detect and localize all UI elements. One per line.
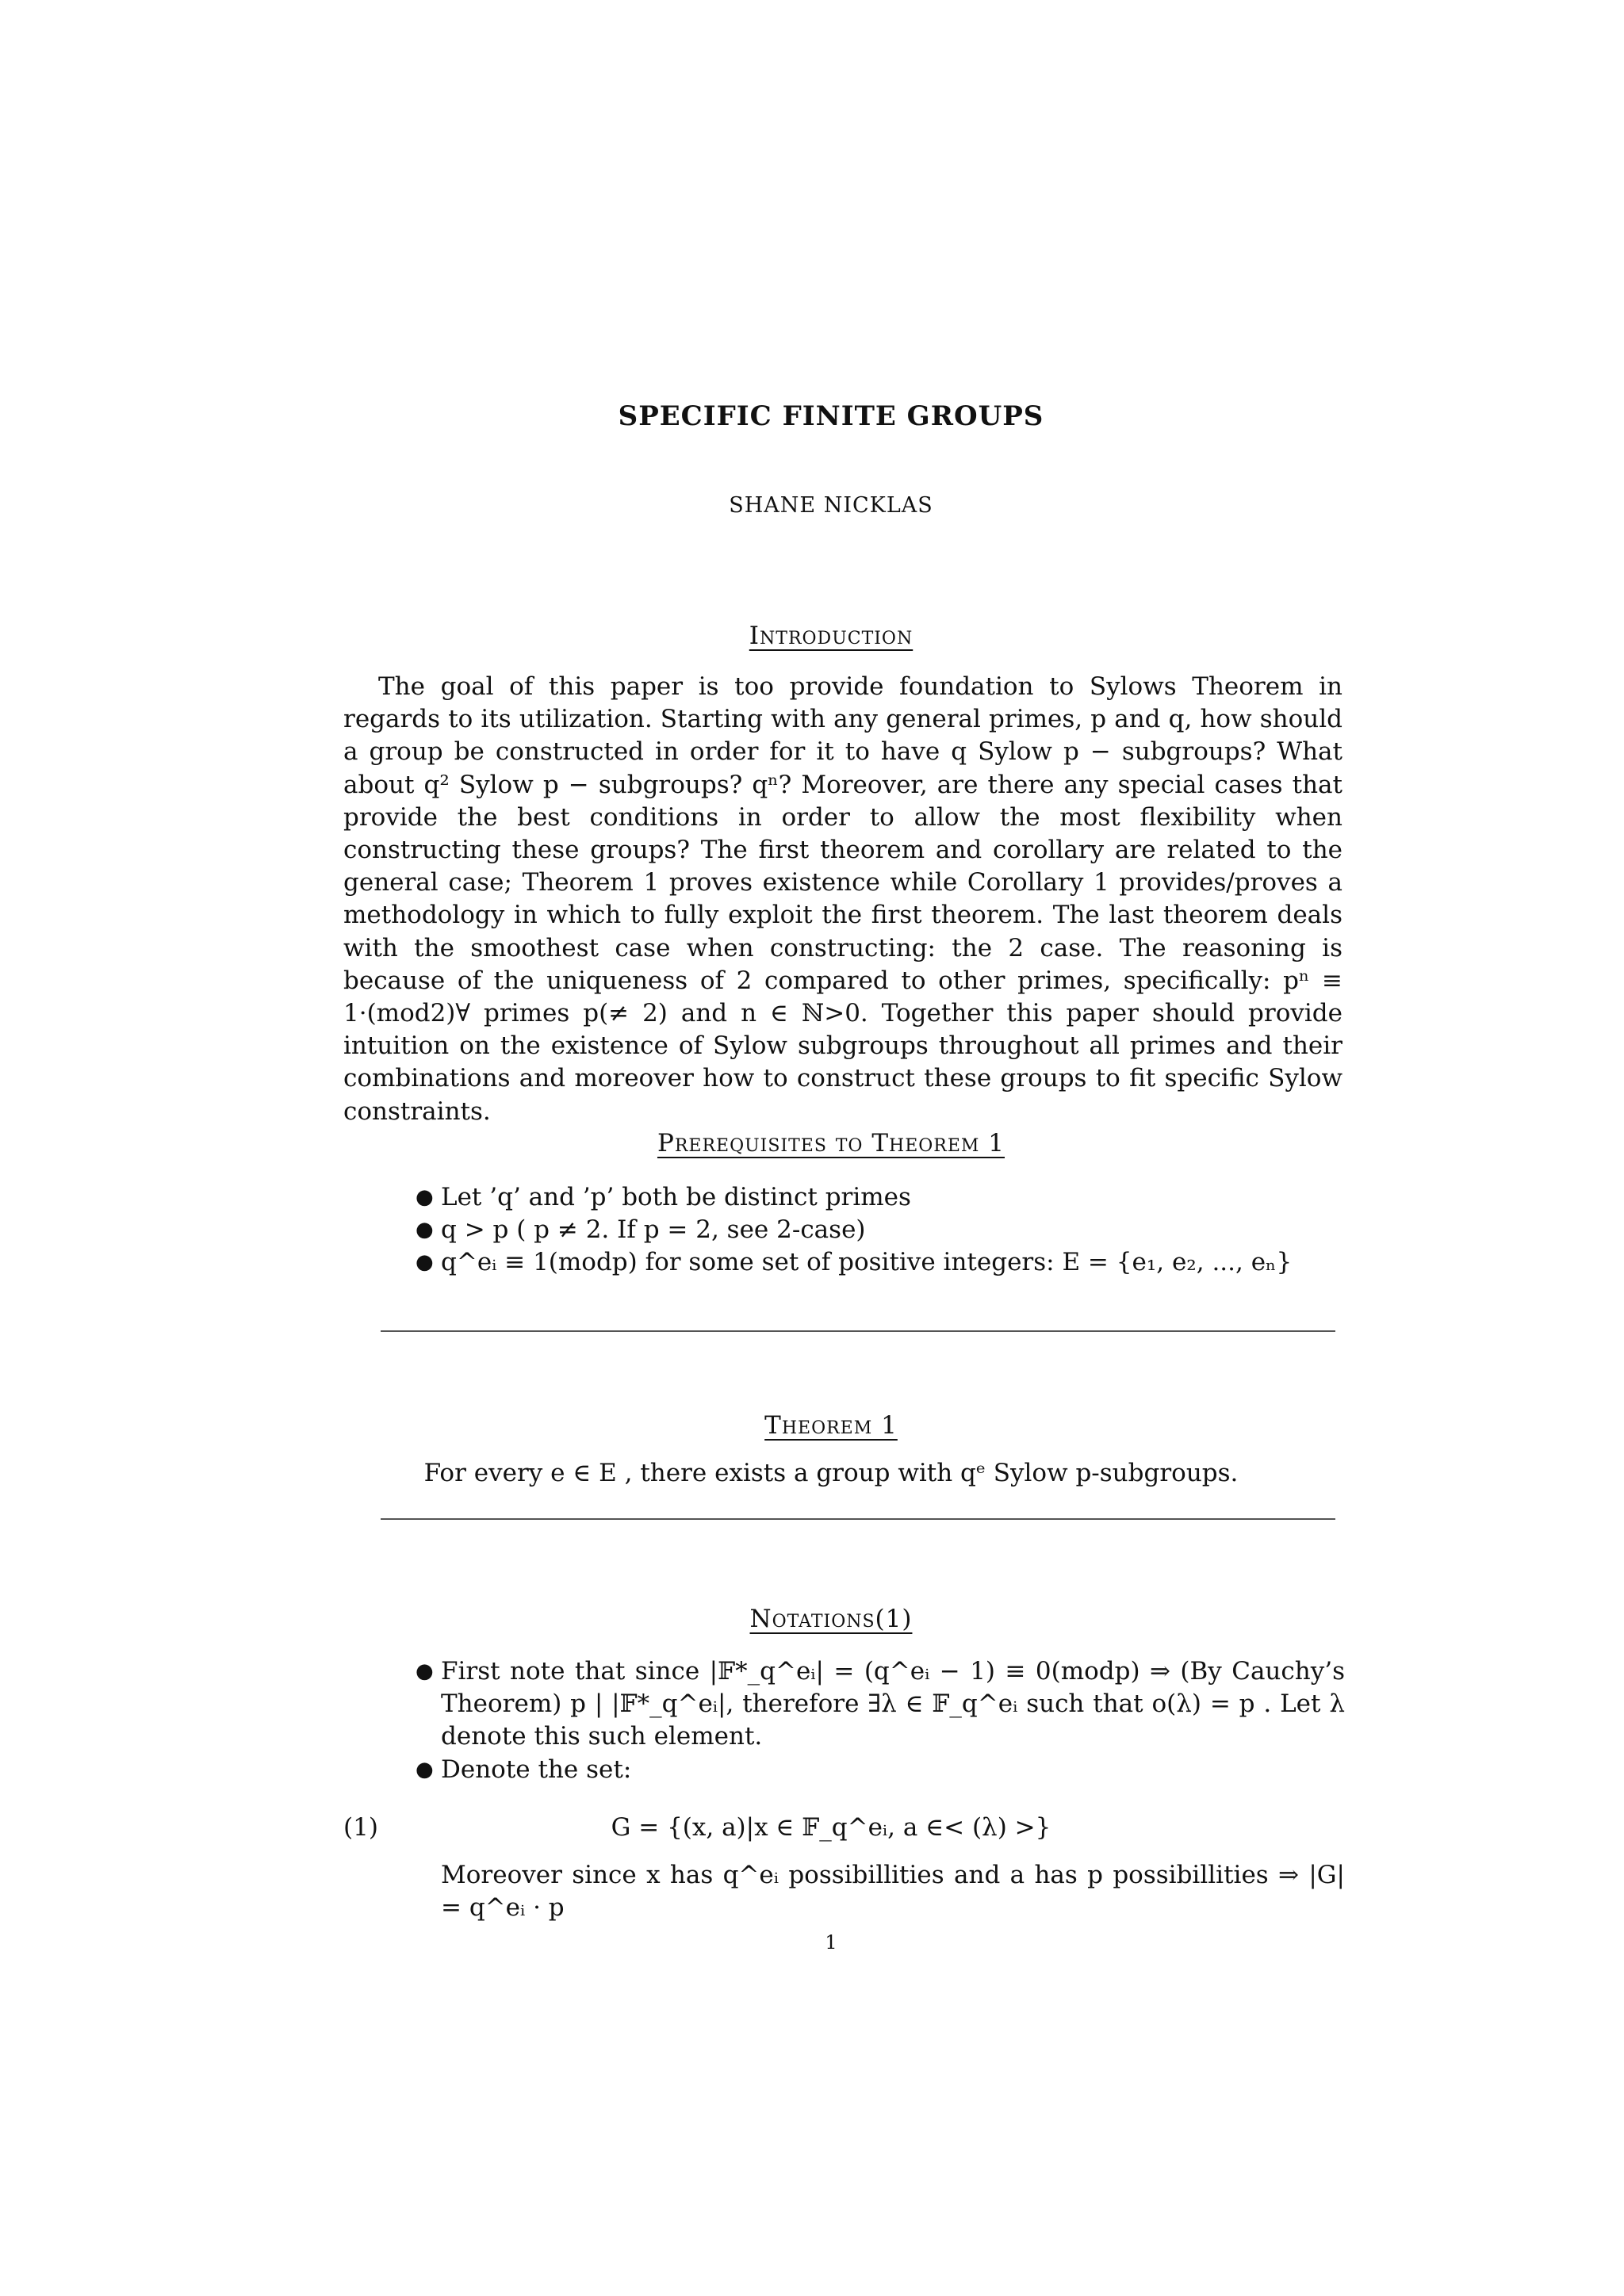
- bullet-icon: ●: [416, 1758, 434, 1781]
- page-number: 1: [825, 1931, 837, 1954]
- prerequisites-heading: Prerequisites to Theorem 1: [657, 1129, 1005, 1158]
- theorem-heading: Theorem 1: [764, 1411, 898, 1440]
- divider-rule: [381, 1518, 1335, 1520]
- bullet-icon: ●: [416, 1185, 434, 1209]
- bullet-icon: ●: [416, 1659, 434, 1683]
- paper-title: SPECIFIC FINITE GROUPS: [618, 400, 1044, 432]
- divider-rule: [381, 1330, 1335, 1332]
- bullet-icon: ●: [416, 1250, 434, 1274]
- theorem-statement: For every e ∈ E , there exists a group with qᵉ Sylow p-subgroups.: [423, 1459, 1239, 1487]
- after-equation-text: Moreover since x has q^eᵢ possibillities and a has p possibillities ⇒ |G| = q^eᵢ · p: [441, 1861, 1345, 1922]
- bullet-icon: ●: [416, 1218, 434, 1242]
- notations-heading: Notations(1): [749, 1605, 913, 1633]
- paper-page: SPECIFIC FINITE GROUPS SHANE NICKLAS Introduction The goal of this paper is too provide foundation to Sylows Theorem in regards to its utilization. Starting with any general primes, p and q, how should a group be constructed in order for it to have q Sylow p − subgroups? What about q² Sylow p − subgroups? qⁿ? Moreover, are there any special cases that provide the best conditions in order to allow the most flexibility when constructing these groups? The first theorem and corollary are related to the general case; Theorem 1 proves existence while Corollary 1 provides/proves a methodology in which to fully exploit the first theorem. The last theorem deals with the smoothest case when constructing: the 2 case. The reasoning is because of the uniqueness of 2 compared to other primes, specifically: pⁿ ≡ 1·(mod2)∀ primes p(≠ 2) and n ∈ ℕ>0. Together this paper should provide intuition on the existence of Sylow subgroups throughout all primes and their combinations and moreover how to construct these groups to fit specific Sylow constraints. Prerequisites to Theorem 1 ● Let ’q’ and ’p’ both be distinct primes ● q > p ( p ≠ 2. If p = 2, see 2-case) ● q^eᵢ ≡ 1(modp) for some set of positive integers: E = {e₁, e₂, ..., eₙ} Theorem 1 For every e ∈ E , there exists a group with qᵉ Sylow p-subgroups. Notations(1) ● First note that since |𝔽*_q^eᵢ| = (q^eᵢ − 1) ≡ 0(modp) ⇒ (By Cauchy’s Theorem) p | |𝔽*_q^eᵢ|, therefore ∃λ ∈ 𝔽_q^eᵢ such that o(λ) = p . Let λ denote this such element. ● Denote the set: (1) G = {(x, a)|x ∈ 𝔽_q^eᵢ, a ∈< (λ) >} Moreover since x has q^eᵢ possibillities and a has p possibillities ⇒ |G| = q^eᵢ · p 1: [0, 0, 1624, 2296]
- author-name: SHANE NICKLAS: [729, 493, 933, 518]
- introduction-heading: Introduction: [749, 622, 914, 650]
- introduction-paragraph: The goal of this paper is too provide foundation to Sylows Theorem in regards to its utilization. Starting with any general primes, p and q, how should a group be constructed in order for it to have q Sylow p − subgroups? What about q² Sylow p − subgroups? qⁿ? Moreover, are there any special cases that provide the best conditions in order to allow the most flexibility when constructing these groups? The first theorem and corollary are related to the general case; Theorem 1 proves existence while Corollary 1 provides/proves a methodology in which to fully exploit the first theorem. The last theorem deals with the smoothest case when constructing: the 2 case. The reasoning is because of the uniqueness of 2 compared to other primes, specifically: pⁿ ≡ 1·(mod2)∀ primes p(≠ 2) and n ∈ ℕ>0. Together this paper should provide intuition on the existence of Sylow subgroups throughout all primes and their combinations and moreover how to construct these groups to fit specific Sylow constraints.: [343, 672, 1342, 1126]
- equation: G = {(x, a)|x ∈ 𝔽_q^eᵢ, a ∈< (λ) >}: [611, 1813, 1051, 1842]
- equation-number: (1): [343, 1813, 378, 1842]
